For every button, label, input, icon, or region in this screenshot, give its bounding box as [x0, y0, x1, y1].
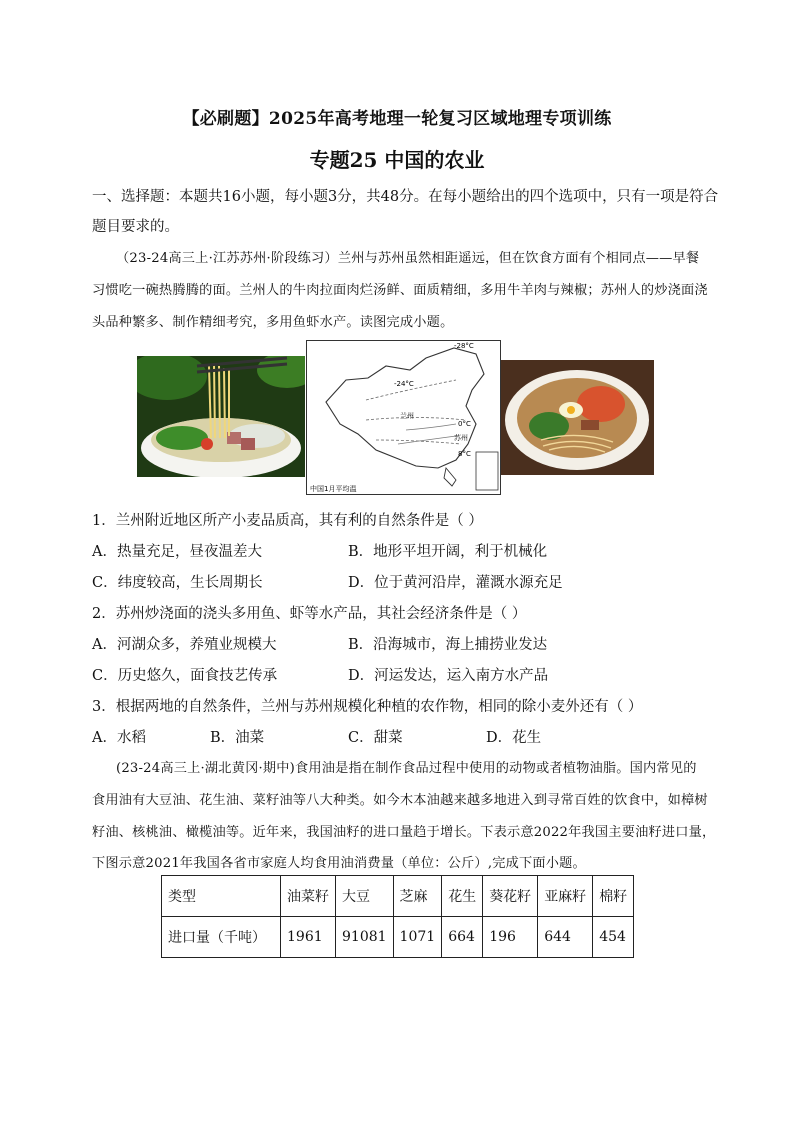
question-2-option-c[interactable]: C．历史悠久，面食技艺传承	[92, 668, 278, 684]
topic-title: 专题25 中国的农业	[309, 148, 485, 172]
question-1-option-b[interactable]: B．地形平坦开阔，利于机械化	[348, 544, 548, 560]
table-header-row	[162, 876, 634, 917]
table-header-cell: 油菜籽	[281, 876, 336, 917]
map-label-lanzhou: 兰州	[400, 412, 414, 420]
table-header-cell: 类型	[162, 876, 281, 917]
question-3-option-b[interactable]: B．油菜	[210, 730, 265, 746]
question-3-stem: 3．根据两地的自然条件，兰州与苏州规模化种植的农作物，相同的除小麦外还有（ ）	[92, 699, 643, 715]
question-1-option-c[interactable]: C．纬度较高，生长周期长	[92, 575, 263, 591]
question-1-stem: 1．兰州附近地区所产小麦品质高，其有利的自然条件是（ ）	[92, 513, 483, 529]
table-cell: 644	[538, 917, 593, 958]
passage1-line1: （23-24高三上·江苏苏州·阶段练习）兰州与苏州虽然相距遥远，但在饮食方面有个相同点——早餐	[116, 251, 700, 266]
table-header-cell: 棉籽	[593, 876, 634, 917]
suzhou-noodle-photo	[501, 360, 654, 475]
table-cell: 1961	[281, 917, 336, 958]
passage2-line2: 食用油有大豆油、花生油、菜籽油等八大种类。如今木本油越来越多地进入到寻常百姓的饮食中，如樟树	[92, 793, 708, 808]
lanzhou-noodle-photo	[137, 356, 305, 477]
question-2-option-d[interactable]: D．河运发达，运入南方水产品	[348, 668, 549, 684]
table-cell: 454	[593, 917, 634, 958]
table-header-cell: 亚麻籽	[538, 876, 593, 917]
table-cell: 进口量（千吨）	[162, 917, 281, 958]
passage2-line3: 籽油、核桃油、橄榄油等。近年来，我国油籽的进口量趋于增长。下表示意2022年我国主要油籽进口量，	[92, 825, 716, 840]
section-instruction-cont: 题目要求的。	[92, 219, 179, 235]
table-header-cell: 葵花籽	[483, 876, 538, 917]
passage2-line4: 下图示意2021年我国各省市家庭人均食用油消费量（单位：公斤）,完成下面小题。	[92, 856, 586, 871]
table-cell: 664	[442, 917, 483, 958]
question-2-option-b[interactable]: B．沿海城市，海上捕捞业发达	[348, 637, 548, 653]
passage2-line1: (23-24高三上·湖北黄冈·期中)食用油是指在制作食品过程中使用的动物或者植物油脂。国内常见的	[116, 761, 697, 776]
map-label-0c: 0°C	[458, 420, 471, 428]
table-cell: 196	[483, 917, 538, 958]
table-header-cell: 大豆	[336, 876, 394, 917]
question-3-option-c[interactable]: C．甜菜	[348, 730, 403, 746]
oilseed-import-table	[161, 875, 634, 958]
question-2-stem: 2．苏州炒浇面的浇头多用鱼、虾等水产品，其社会经济条件是（ ）	[92, 606, 527, 622]
table-cell: 1071	[393, 917, 442, 958]
map-label-8c: 8°C	[458, 450, 471, 458]
section-instruction: 一、选择题：本题共16小题，每小题3分，共48分。在每小题给出的四个选项中，只有一项是符合	[92, 189, 719, 205]
question-1-option-a[interactable]: A．热量充足，昼夜温差大	[92, 544, 262, 560]
map-label-minus28: -28°C	[454, 342, 474, 350]
map-label-minus24: -24°C	[394, 380, 414, 388]
map-caption: 中国1月平均温	[310, 485, 357, 493]
table-header-cell: 花生	[442, 876, 483, 917]
question-1-option-d[interactable]: D．位于黄河沿岸，灌溉水源充足	[348, 575, 563, 591]
table-row	[162, 917, 634, 958]
china-january-temperature-map	[306, 340, 501, 495]
passage1-line3: 头品种繁多、制作精细考究，多用鱼虾水产。读图完成小题。	[92, 315, 454, 330]
table-header-cell: 芝麻	[393, 876, 442, 917]
map-label-suzhou: 苏州	[454, 434, 468, 442]
question-3-option-d[interactable]: D．花生	[486, 730, 542, 746]
question-3-option-a[interactable]: A．水稻	[92, 730, 146, 746]
question-2-option-a[interactable]: A．河湖众多，养殖业规模大	[92, 637, 277, 653]
table-cell: 91081	[336, 917, 394, 958]
document-title: 【必刷题】2025年高考地理一轮复习区域地理专项训练	[182, 109, 612, 129]
passage1-line2: 习惯吃一碗热腾腾的面。兰州人的牛肉拉面肉烂汤鲜、面质精细，多用牛羊肉与辣椒；苏州人的炒浇面浇	[92, 283, 708, 298]
